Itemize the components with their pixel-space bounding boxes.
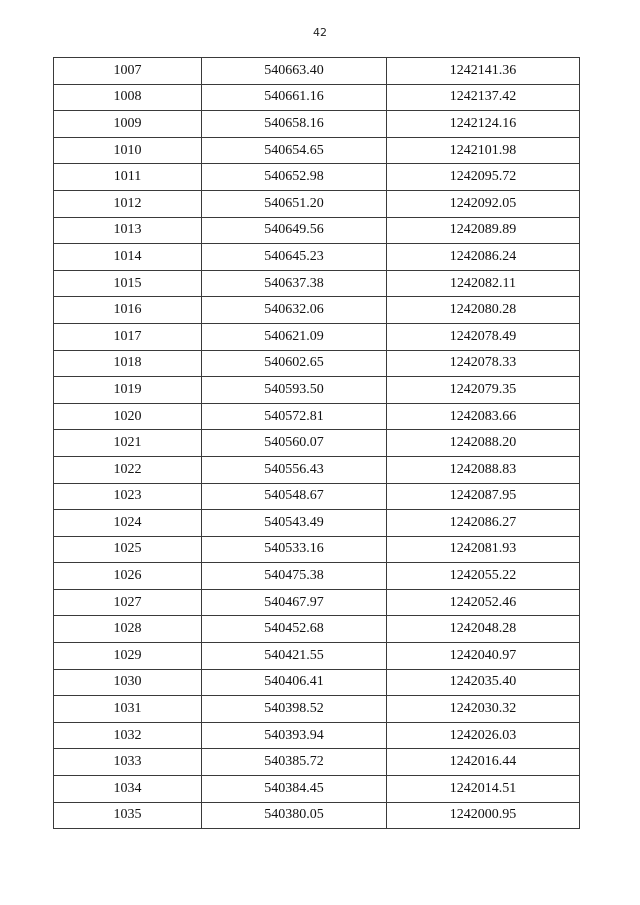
table-row bbox=[54, 217, 580, 244]
y-coordinate-cell: 1242026.03 bbox=[387, 722, 580, 749]
point-number-cell: 1035 bbox=[54, 802, 202, 829]
x-coordinate-cell: 540556.43 bbox=[202, 456, 387, 483]
table-row bbox=[54, 323, 580, 350]
point-number-cell: 1015 bbox=[54, 270, 202, 297]
y-coordinate-cell: 1242088.20 bbox=[387, 430, 580, 457]
x-coordinate-cell: 540637.38 bbox=[202, 270, 387, 297]
table-row bbox=[54, 616, 580, 643]
point-number-cell: 1025 bbox=[54, 536, 202, 563]
point-number-cell: 1034 bbox=[54, 776, 202, 803]
point-number-cell: 1027 bbox=[54, 589, 202, 616]
y-coordinate-cell: 1242092.05 bbox=[387, 190, 580, 217]
y-coordinate-cell: 1242137.42 bbox=[387, 84, 580, 111]
point-number-cell: 1026 bbox=[54, 563, 202, 590]
point-number-cell: 1007 bbox=[54, 58, 202, 85]
table-row bbox=[54, 244, 580, 271]
point-number-cell: 1008 bbox=[54, 84, 202, 111]
y-coordinate-cell: 1242141.36 bbox=[387, 58, 580, 85]
y-coordinate-cell: 1242040.97 bbox=[387, 643, 580, 670]
y-coordinate-cell: 1242079.35 bbox=[387, 377, 580, 404]
coordinates-table bbox=[53, 57, 580, 829]
y-coordinate-cell: 1242000.95 bbox=[387, 802, 580, 829]
y-coordinate-cell: 1242078.49 bbox=[387, 323, 580, 350]
x-coordinate-cell: 540654.65 bbox=[202, 137, 387, 164]
point-number-cell: 1018 bbox=[54, 350, 202, 377]
x-coordinate-cell: 540632.06 bbox=[202, 297, 387, 324]
x-coordinate-cell: 540475.38 bbox=[202, 563, 387, 590]
x-coordinate-cell: 540658.16 bbox=[202, 111, 387, 138]
y-coordinate-cell: 1242124.16 bbox=[387, 111, 580, 138]
table-row bbox=[54, 137, 580, 164]
y-coordinate-cell: 1242095.72 bbox=[387, 164, 580, 191]
y-coordinate-cell: 1242048.28 bbox=[387, 616, 580, 643]
table-row bbox=[54, 722, 580, 749]
x-coordinate-cell: 540645.23 bbox=[202, 244, 387, 271]
x-coordinate-cell: 540602.65 bbox=[202, 350, 387, 377]
x-coordinate-cell: 540406.41 bbox=[202, 669, 387, 696]
table-row bbox=[54, 669, 580, 696]
y-coordinate-cell: 1242014.51 bbox=[387, 776, 580, 803]
y-coordinate-cell: 1242087.95 bbox=[387, 483, 580, 510]
x-coordinate-cell: 540384.45 bbox=[202, 776, 387, 803]
point-number-cell: 1031 bbox=[54, 696, 202, 723]
y-coordinate-cell: 1242016.44 bbox=[387, 749, 580, 776]
y-coordinate-cell: 1242078.33 bbox=[387, 350, 580, 377]
table-row bbox=[54, 377, 580, 404]
x-coordinate-cell: 540649.56 bbox=[202, 217, 387, 244]
table-row bbox=[54, 190, 580, 217]
point-number-cell: 1020 bbox=[54, 403, 202, 430]
x-coordinate-cell: 540593.50 bbox=[202, 377, 387, 404]
x-coordinate-cell: 540385.72 bbox=[202, 749, 387, 776]
table-row bbox=[54, 483, 580, 510]
point-number-cell: 1033 bbox=[54, 749, 202, 776]
point-number-cell: 1022 bbox=[54, 456, 202, 483]
table-row bbox=[54, 456, 580, 483]
x-coordinate-cell: 540560.07 bbox=[202, 430, 387, 457]
x-coordinate-cell: 540652.98 bbox=[202, 164, 387, 191]
point-number-cell: 1032 bbox=[54, 722, 202, 749]
table-row bbox=[54, 270, 580, 297]
table-row bbox=[54, 589, 580, 616]
table-row bbox=[54, 563, 580, 590]
x-coordinate-cell: 540621.09 bbox=[202, 323, 387, 350]
y-coordinate-cell: 1242080.28 bbox=[387, 297, 580, 324]
point-number-cell: 1012 bbox=[54, 190, 202, 217]
y-coordinate-cell: 1242088.83 bbox=[387, 456, 580, 483]
point-number-cell: 1014 bbox=[54, 244, 202, 271]
x-coordinate-cell: 540393.94 bbox=[202, 722, 387, 749]
point-number-cell: 1028 bbox=[54, 616, 202, 643]
y-coordinate-cell: 1242052.46 bbox=[387, 589, 580, 616]
x-coordinate-cell: 540548.67 bbox=[202, 483, 387, 510]
coordinates-table-body bbox=[54, 58, 580, 829]
table-row bbox=[54, 84, 580, 111]
x-coordinate-cell: 540572.81 bbox=[202, 403, 387, 430]
table-row bbox=[54, 297, 580, 324]
point-number-cell: 1011 bbox=[54, 164, 202, 191]
table-row bbox=[54, 749, 580, 776]
table-row bbox=[54, 776, 580, 803]
y-coordinate-cell: 1242035.40 bbox=[387, 669, 580, 696]
page-number: 42 bbox=[313, 26, 327, 39]
y-coordinate-cell: 1242082.11 bbox=[387, 270, 580, 297]
point-number-cell: 1013 bbox=[54, 217, 202, 244]
y-coordinate-cell: 1242089.89 bbox=[387, 217, 580, 244]
table-row bbox=[54, 350, 580, 377]
table-row bbox=[54, 430, 580, 457]
point-number-cell: 1016 bbox=[54, 297, 202, 324]
x-coordinate-cell: 540663.40 bbox=[202, 58, 387, 85]
x-coordinate-cell: 540661.16 bbox=[202, 84, 387, 111]
x-coordinate-cell: 540398.52 bbox=[202, 696, 387, 723]
table-row bbox=[54, 164, 580, 191]
table-row bbox=[54, 111, 580, 138]
y-coordinate-cell: 1242081.93 bbox=[387, 536, 580, 563]
point-number-cell: 1021 bbox=[54, 430, 202, 457]
x-coordinate-cell: 540533.16 bbox=[202, 536, 387, 563]
x-coordinate-cell: 540543.49 bbox=[202, 510, 387, 537]
point-number-cell: 1019 bbox=[54, 377, 202, 404]
y-coordinate-cell: 1242055.22 bbox=[387, 563, 580, 590]
point-number-cell: 1009 bbox=[54, 111, 202, 138]
table-row bbox=[54, 536, 580, 563]
table-row bbox=[54, 643, 580, 670]
point-number-cell: 1023 bbox=[54, 483, 202, 510]
y-coordinate-cell: 1242083.66 bbox=[387, 403, 580, 430]
table-row bbox=[54, 696, 580, 723]
x-coordinate-cell: 540421.55 bbox=[202, 643, 387, 670]
table-row bbox=[54, 802, 580, 829]
table-row bbox=[54, 403, 580, 430]
y-coordinate-cell: 1242101.98 bbox=[387, 137, 580, 164]
point-number-cell: 1030 bbox=[54, 669, 202, 696]
x-coordinate-cell: 540452.68 bbox=[202, 616, 387, 643]
x-coordinate-cell: 540380.05 bbox=[202, 802, 387, 829]
table-row bbox=[54, 510, 580, 537]
x-coordinate-cell: 540467.97 bbox=[202, 589, 387, 616]
x-coordinate-cell: 540651.20 bbox=[202, 190, 387, 217]
point-number-cell: 1010 bbox=[54, 137, 202, 164]
point-number-cell: 1017 bbox=[54, 323, 202, 350]
point-number-cell: 1029 bbox=[54, 643, 202, 670]
y-coordinate-cell: 1242030.32 bbox=[387, 696, 580, 723]
table-row bbox=[54, 58, 580, 85]
y-coordinate-cell: 1242086.24 bbox=[387, 244, 580, 271]
y-coordinate-cell: 1242086.27 bbox=[387, 510, 580, 537]
point-number-cell: 1024 bbox=[54, 510, 202, 537]
